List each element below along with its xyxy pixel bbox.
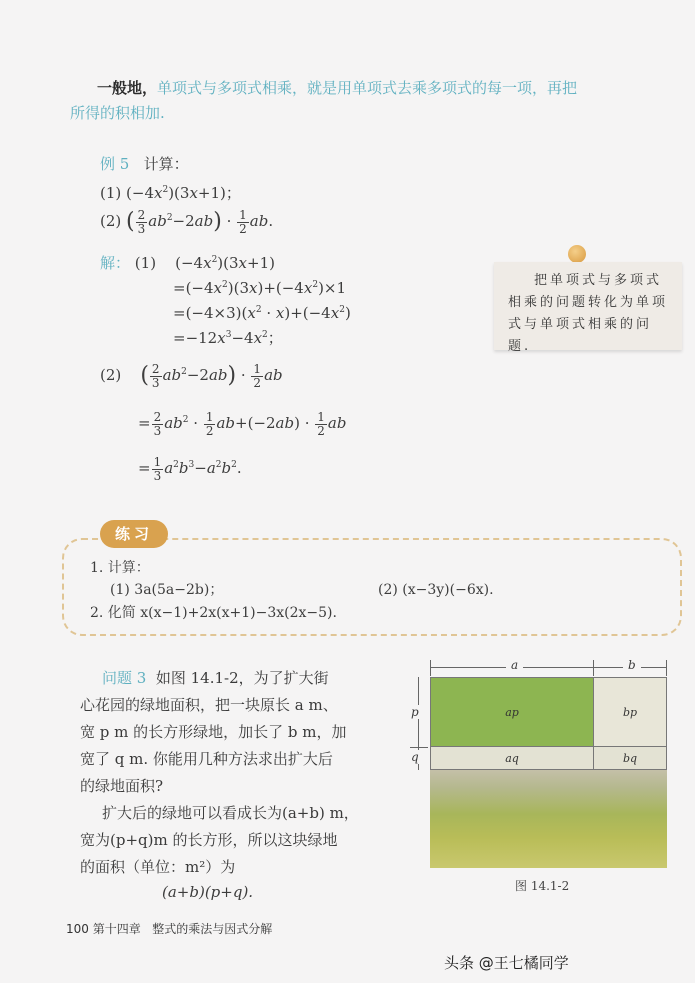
figure-caption: 图 14.1-2 [515, 879, 570, 893]
solution-1-line-1: 解： (1) $(-4x^2)(3x+1)$ [100, 254, 275, 272]
problem-line: 的绿地面积? [80, 777, 164, 795]
note-line-2: 相乘的问题转化为单项 [508, 295, 669, 310]
solution-1-line-3: $=(-4\times 3)(x^2 \cdot x)+(-4x^2)$ [173, 304, 351, 322]
practice-tab: 练习 [100, 520, 168, 548]
cell-bq: bq [593, 746, 667, 770]
problem-answer-line-1: 扩大后的绿地可以看成长为(a+b) m， [102, 804, 359, 822]
dim-q: q [411, 750, 419, 764]
problem-line: 如图 14.1-2，为了扩大街 [155, 669, 329, 687]
cell-aq: aq [430, 746, 594, 770]
example-header [100, 154, 189, 174]
example-title: 计算： [143, 155, 189, 173]
pushpin-icon [568, 245, 586, 263]
solution-num: (2) [100, 366, 122, 384]
dim-b: b [623, 658, 641, 672]
problem-num: (1) [100, 184, 122, 202]
dimension-top [430, 660, 667, 676]
solution-2-line-3: = $\frac{1}{3}$ $a^2b^3-a^2b^2$. [138, 454, 242, 483]
sticky-note [494, 262, 682, 354]
page-number: 100 [66, 922, 89, 936]
example-label: 例 5 [100, 155, 130, 173]
example-problem-2: (2) ( $\frac{2}{3}$ $ab^2-2ab$) · $\frac{1}{2}$ ab. [100, 207, 274, 236]
chapter-title: 整式的乘法与因式分解 [152, 922, 273, 936]
intro-lead: 一般地， [97, 79, 158, 97]
page-footer [66, 920, 272, 937]
solution-label: 解： [100, 254, 131, 272]
problem-label: 问题 3 [102, 669, 147, 687]
note-line-1: 把单项式与多项式 [534, 273, 663, 288]
problem-answer-body [80, 827, 337, 881]
problem-num: (2) [100, 212, 122, 230]
garden-photo [430, 770, 667, 868]
dim-a: a [506, 658, 523, 672]
solution-1-line-2: $=(-4x^2)(3x)+(-4x^2)\times 1$ [173, 279, 347, 297]
answer-line: 宽为(p+q)m 的长方形，所以这块绿地 [80, 831, 338, 849]
solution-1-line-4: $=-12x^3-4x^2$； [173, 329, 283, 347]
problem-line: 宽了 q m. 你能用几种方法求出扩大后 [80, 750, 333, 768]
solution-2-line-2: = $\frac{2}{3}$ $ab^2$ · $\frac{1}{2}$ ab+(−2ab) · $\frac{1}{2}$ ab [138, 409, 347, 438]
intro-rule: 单项式与多项式相乘，就是用单项式去乘多项式的每一项，再把 [157, 79, 578, 97]
problem-line: 宽 p m 的长方形绿地，加长了 b m，加 [80, 723, 347, 741]
chapter-number: 第十四章 [92, 922, 141, 936]
practice-q1-b: (2) (x−3y)(−6x). [378, 582, 494, 598]
problem-3-body [80, 692, 347, 800]
answer-expression: (a+b)(p+q). [162, 883, 254, 901]
dimension-left [410, 677, 428, 770]
intro-paragraph [97, 78, 577, 98]
area-diagram [430, 677, 667, 770]
watermark: 头条 @王七橘同学 [444, 954, 569, 972]
dim-p: p [411, 705, 419, 719]
cell-bp: bp [593, 677, 667, 747]
solution-2-line-1: (2) ( $\frac{2}{3}$ $ab^2-2ab$) · $\frac{1}{2}$ ab [100, 361, 283, 390]
problem-3 [102, 665, 329, 692]
solution-num: (1) [134, 254, 157, 272]
intro-rule-cont: 所得的积相加. [70, 104, 165, 122]
answer-line: 的面积（单位：m²）为 [80, 858, 236, 876]
cell-ap: ap [430, 677, 594, 747]
example-problem-1: (1) $(-4x^2)(3x+1)$； [100, 184, 241, 202]
practice-q1-label: 1. 计算： [90, 560, 150, 576]
practice-q2: 2. 化简 x(x−1)+2x(x+1)−3x(2x−5). [90, 605, 337, 621]
practice-q1-a: (1) 3a(5a−2b)； [110, 582, 224, 598]
problem-line: 心花园的绿地面积，把一块原长 a m、 [80, 696, 338, 714]
note-line-3: 式与单项式相乘的问题. [508, 317, 653, 354]
